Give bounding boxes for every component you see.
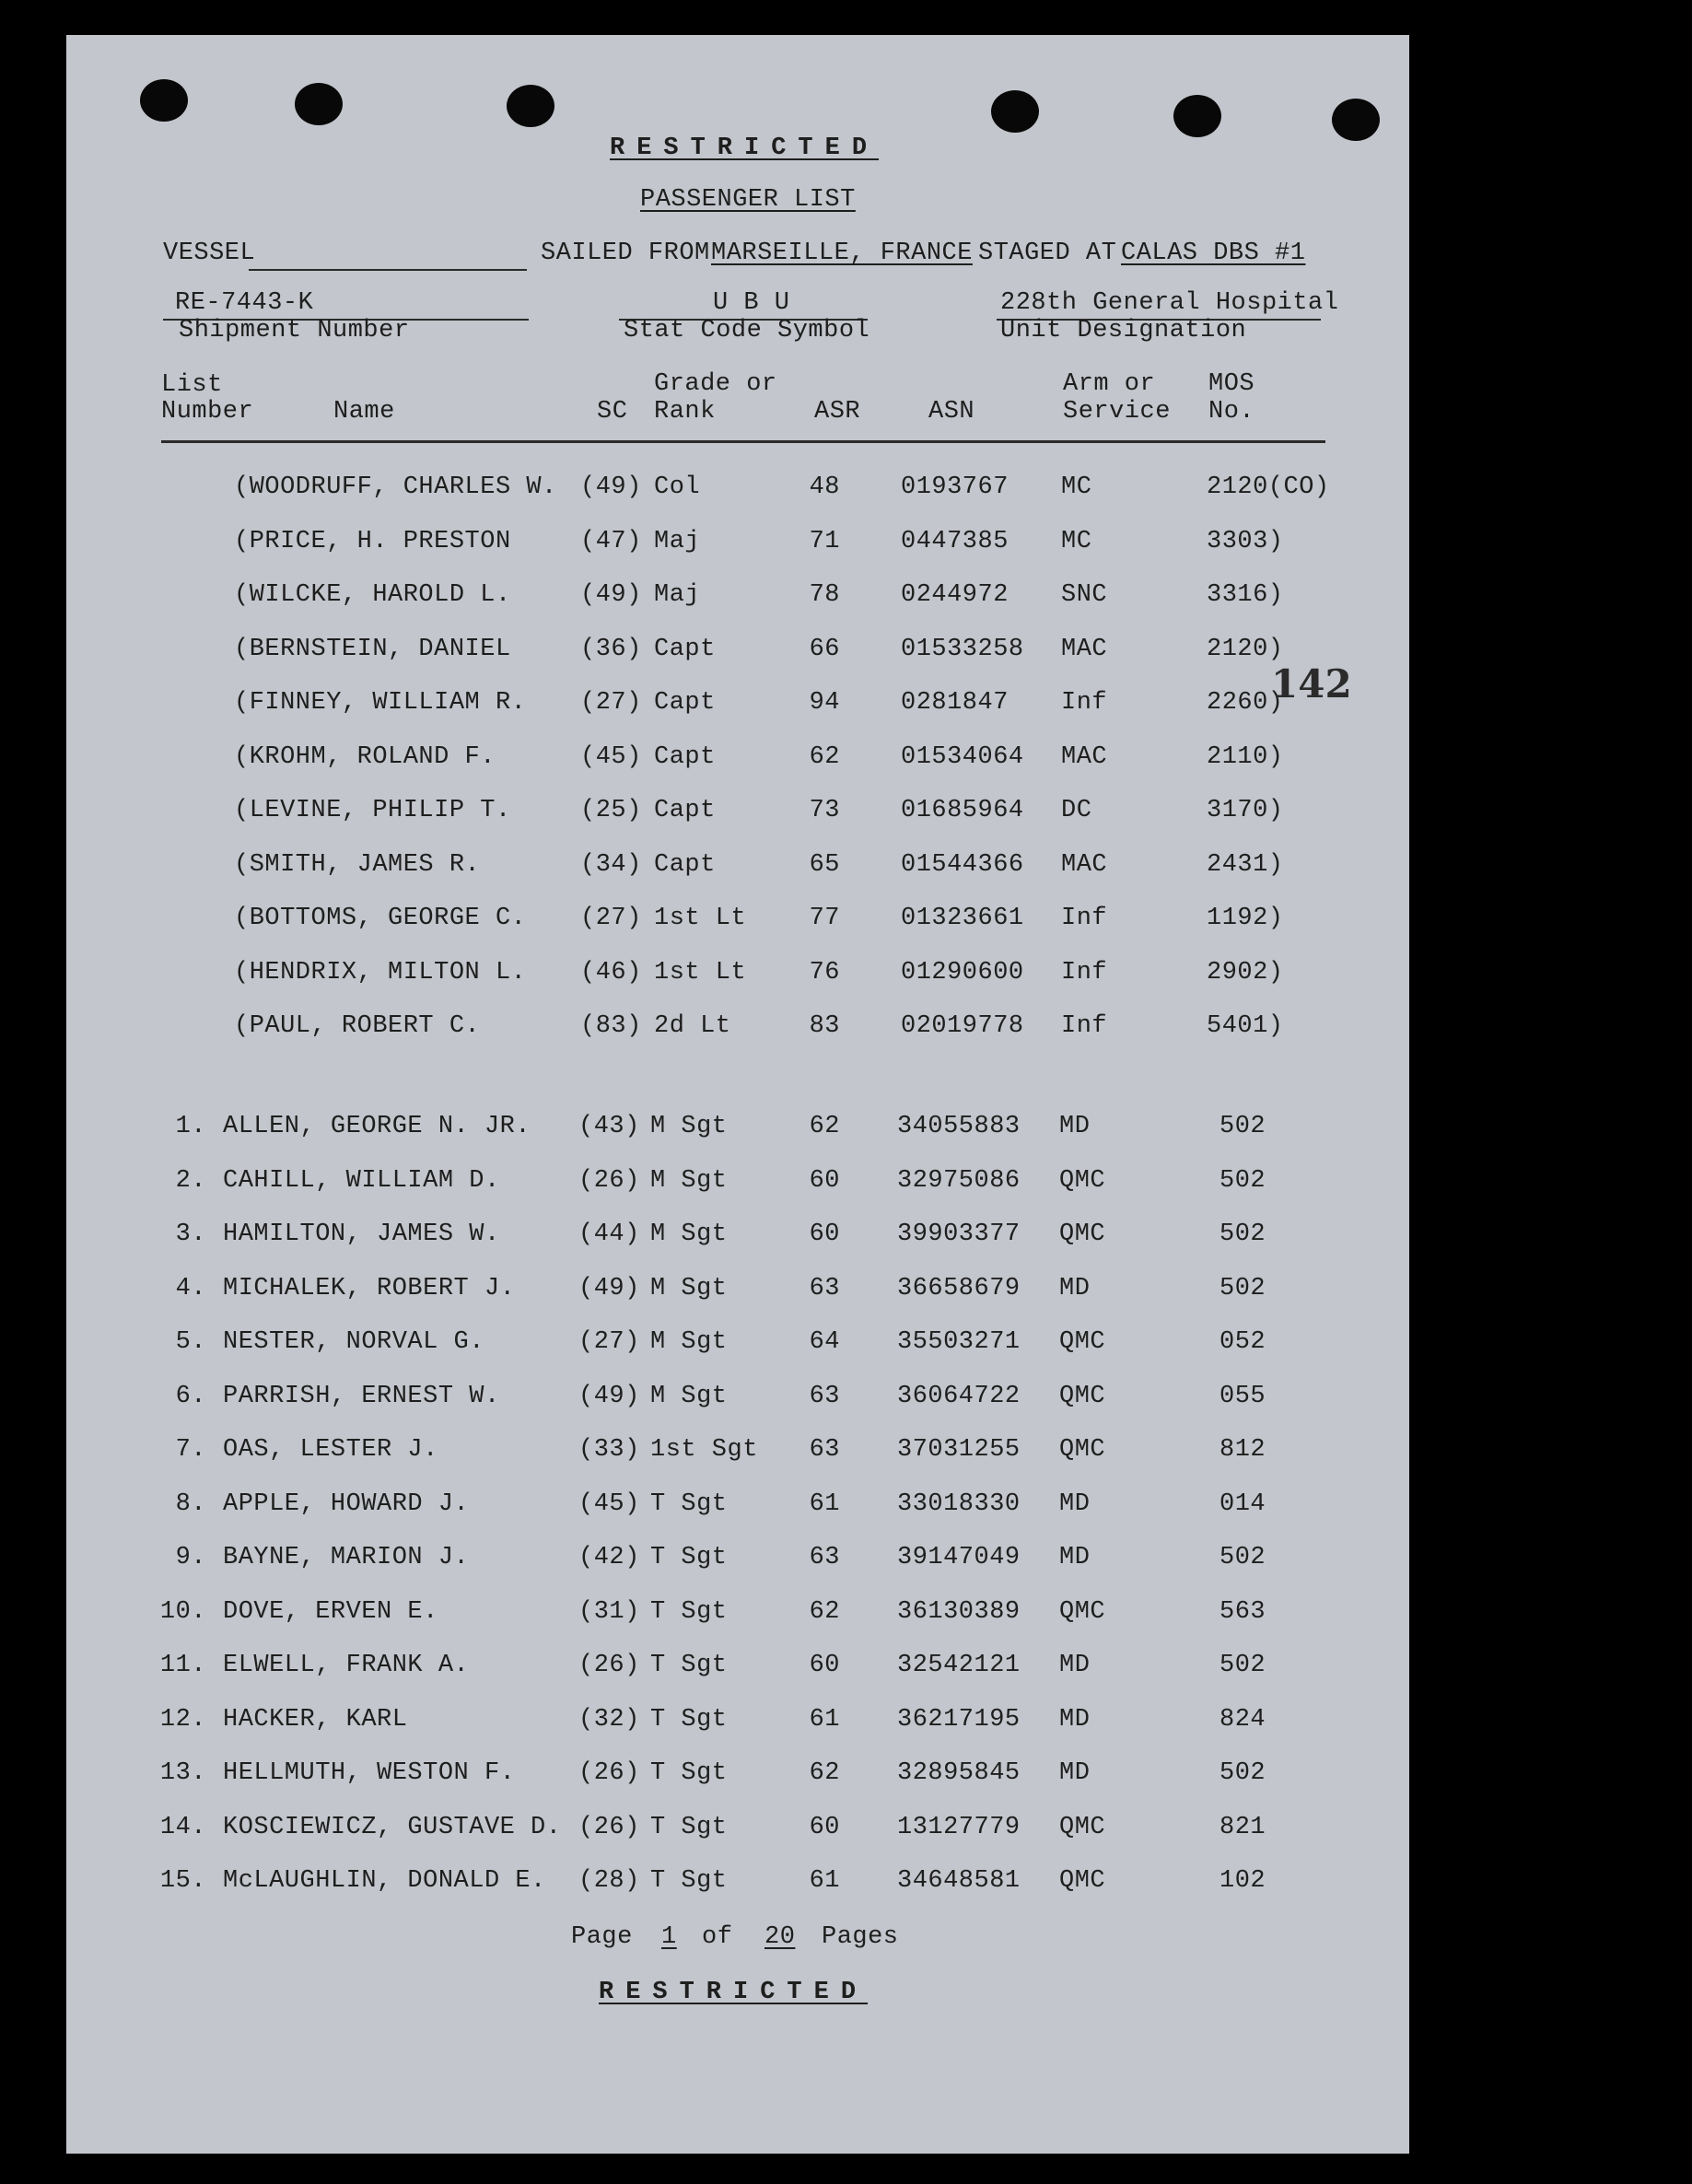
- arm-value: MD: [1059, 1274, 1091, 1302]
- sc-value: (42): [578, 1544, 640, 1571]
- staged-at-value: CALAS DBS #1: [1121, 239, 1306, 267]
- sc-value: (26): [578, 1652, 640, 1679]
- asr-value: 62: [809, 1759, 840, 1787]
- asr-value: 63: [809, 1274, 840, 1302]
- col-sc: SC: [597, 398, 628, 426]
- mos-value: 502: [1219, 1166, 1266, 1195]
- mos-value: 502: [1219, 1274, 1266, 1302]
- grade-value: 1st Lt: [654, 905, 747, 932]
- page-label: Page: [571, 1923, 633, 1951]
- grade-value: 1st Lt: [654, 958, 747, 987]
- list-number: 13.: [159, 1759, 206, 1787]
- grade-value: T Sgt: [650, 1705, 728, 1734]
- asr-value: 60: [809, 1220, 840, 1248]
- sc-value: (44): [578, 1220, 640, 1248]
- mos-value: 3170): [1207, 797, 1284, 824]
- document-title: PASSENGER LIST: [640, 186, 856, 214]
- list-number: 8.: [175, 1489, 206, 1518]
- passenger-name: BAYNE, MARION J.: [223, 1544, 470, 1571]
- arm-value: MAC: [1061, 742, 1108, 771]
- mos-value: 3316): [1207, 581, 1284, 609]
- shipment-number: RE-7443-K: [175, 289, 314, 317]
- list-number: 9.: [175, 1544, 206, 1571]
- sc-value: (33): [578, 1436, 640, 1464]
- arm-value: QMC: [1059, 1867, 1106, 1895]
- sailed-from-label: SAILED FROM: [541, 239, 710, 267]
- list-number: 15.: [159, 1867, 206, 1895]
- sc-value: (31): [578, 1597, 640, 1626]
- sc-value: (49): [580, 473, 642, 501]
- arm-value: MC: [1061, 527, 1092, 555]
- list-number: 2.: [175, 1166, 206, 1195]
- mos-value: 502: [1219, 1652, 1266, 1679]
- passenger-name: MICHALEK, ROBERT J.: [223, 1274, 516, 1302]
- col-mos: No.: [1208, 398, 1255, 426]
- mos-value: 2902): [1207, 958, 1284, 987]
- mos-value: 5401): [1207, 1012, 1284, 1040]
- mos-value: 2120): [1207, 635, 1284, 663]
- list-number: 5.: [175, 1328, 206, 1356]
- grade-value: M Sgt: [650, 1328, 728, 1356]
- asn-value: 01533258: [901, 635, 1024, 663]
- punch-hole: [991, 90, 1039, 133]
- pages-label: Pages: [822, 1923, 899, 1951]
- grade-value: T Sgt: [650, 1813, 728, 1841]
- arm-value: MD: [1059, 1544, 1091, 1571]
- sc-value: (27): [580, 905, 642, 932]
- classification-footer: RESTRICTED: [599, 1979, 869, 2006]
- mos-value: 502: [1219, 1113, 1266, 1140]
- asn-value: 35503271: [897, 1328, 1021, 1356]
- grade-value: T Sgt: [650, 1867, 728, 1895]
- punch-hole: [295, 83, 343, 125]
- asr-value: 78: [809, 581, 840, 609]
- passenger-name: (WILCKE, HAROLD L.: [234, 581, 511, 609]
- vessel-label: VESSEL: [163, 239, 256, 267]
- passenger-name: McLAUGHLIN, DONALD E.: [223, 1867, 546, 1895]
- mos-value: 821: [1219, 1813, 1266, 1841]
- asn-value: 33018330: [897, 1489, 1021, 1518]
- asn-value: 02019778: [901, 1012, 1024, 1040]
- asr-value: 61: [809, 1867, 840, 1895]
- arm-value: QMC: [1059, 1597, 1106, 1626]
- col-asr: ASR: [814, 398, 861, 426]
- sc-value: (25): [580, 797, 642, 824]
- asr-value: 63: [809, 1382, 840, 1410]
- list-number: 4.: [175, 1274, 206, 1302]
- mos-value: 502: [1219, 1220, 1266, 1248]
- grade-value: 2d Lt: [654, 1012, 731, 1040]
- arm-value: DC: [1061, 797, 1092, 824]
- passenger-name: DOVE, ERVEN E.: [223, 1597, 438, 1626]
- arm-value: QMC: [1059, 1382, 1106, 1410]
- asr-value: 76: [809, 958, 840, 987]
- asn-value: 0244972: [901, 581, 1009, 609]
- passenger-name: KOSCIEWICZ, GUSTAVE D.: [223, 1813, 562, 1841]
- sc-value: (83): [580, 1012, 642, 1040]
- passenger-name: (BERNSTEIN, DANIEL: [234, 635, 511, 663]
- grade-value: Capt: [654, 635, 716, 663]
- list-number: 14.: [159, 1813, 206, 1841]
- grade-value: M Sgt: [650, 1382, 728, 1410]
- grade-value: T Sgt: [650, 1544, 728, 1571]
- arm-value: MD: [1059, 1652, 1091, 1679]
- punch-hole: [1173, 95, 1221, 137]
- unit-designation: 228th General Hospital: [1000, 289, 1339, 317]
- arm-value: QMC: [1059, 1166, 1106, 1195]
- asn-value: 01290600: [901, 958, 1024, 987]
- sc-value: (32): [578, 1705, 640, 1734]
- asr-value: 62: [809, 1597, 840, 1626]
- asn-value: 0281847: [901, 689, 1009, 717]
- asn-value: 32975086: [897, 1166, 1021, 1195]
- mos-value: 563: [1219, 1597, 1266, 1626]
- header-rule: [161, 440, 1325, 443]
- arm-value: MD: [1059, 1113, 1091, 1140]
- classification-header: RESTRICTED: [610, 134, 880, 162]
- stat-code: U B U: [713, 289, 790, 317]
- punch-hole: [140, 79, 188, 122]
- staged-at-label: STAGED AT: [978, 239, 1117, 267]
- arm-value: QMC: [1059, 1328, 1106, 1356]
- asr-value: 60: [809, 1166, 840, 1195]
- asn-value: 0193767: [901, 473, 1009, 501]
- arm-value: MD: [1059, 1705, 1091, 1734]
- asr-value: 71: [809, 527, 840, 555]
- passenger-name: (HENDRIX, MILTON L.: [234, 958, 527, 987]
- col-arm: Service: [1063, 398, 1171, 426]
- page-number: 1: [661, 1923, 677, 1951]
- grade-value: Maj: [654, 527, 701, 555]
- passenger-name: NESTER, NORVAL G.: [223, 1328, 484, 1356]
- arm-value: MAC: [1061, 850, 1108, 879]
- col-grade: Grade or: [654, 370, 777, 398]
- asn-value: 01544366: [901, 850, 1024, 879]
- sc-value: (45): [580, 742, 642, 771]
- sc-value: (49): [578, 1382, 640, 1410]
- mos-value: 102: [1219, 1867, 1266, 1895]
- mos-value: 1192): [1207, 905, 1284, 932]
- document-page: [66, 35, 1409, 2154]
- asn-value: 34648581: [897, 1867, 1021, 1895]
- col-name: Name: [333, 398, 395, 426]
- asr-value: 63: [809, 1544, 840, 1571]
- arm-value: QMC: [1059, 1436, 1106, 1464]
- grade-value: Capt: [654, 689, 716, 717]
- grade-value: T Sgt: [650, 1759, 728, 1787]
- list-number: 3.: [175, 1220, 206, 1248]
- page-total: 20: [764, 1923, 796, 1951]
- asn-value: 39903377: [897, 1220, 1021, 1248]
- mos-value: 824: [1219, 1705, 1266, 1734]
- sc-value: (34): [580, 850, 642, 879]
- handwritten-number: 142: [1271, 661, 1352, 707]
- grade-value: Capt: [654, 797, 716, 824]
- col-grade: Rank: [654, 398, 716, 426]
- punch-hole: [1332, 99, 1380, 141]
- grade-value: Maj: [654, 581, 701, 609]
- passenger-name: HELLMUTH, WESTON F.: [223, 1759, 516, 1787]
- sc-value: (28): [578, 1867, 640, 1895]
- arm-value: MD: [1059, 1759, 1091, 1787]
- passenger-name: APPLE, HOWARD J.: [223, 1489, 470, 1518]
- mos-value: 3303): [1207, 527, 1284, 555]
- asr-value: 77: [809, 905, 840, 932]
- asr-value: 60: [809, 1813, 840, 1841]
- grade-value: 1st Sgt: [650, 1436, 758, 1464]
- asr-value: 63: [809, 1436, 840, 1464]
- asr-value: 64: [809, 1328, 840, 1356]
- grade-value: T Sgt: [650, 1489, 728, 1518]
- asn-value: 0447385: [901, 527, 1009, 555]
- mos-value: 812: [1219, 1436, 1266, 1464]
- col-mos: MOS: [1208, 370, 1255, 398]
- passenger-name: (PAUL, ROBERT C.: [234, 1012, 481, 1040]
- mos-value: 052: [1219, 1328, 1266, 1356]
- col-list-number: Number: [161, 398, 254, 426]
- passenger-name: (LEVINE, PHILIP T.: [234, 797, 511, 824]
- grade-value: M Sgt: [650, 1274, 728, 1302]
- col-list-number: List: [161, 371, 223, 399]
- sc-value: (45): [578, 1489, 640, 1518]
- passenger-name: PARRISH, ERNEST W.: [223, 1382, 500, 1410]
- sc-value: (49): [578, 1274, 640, 1302]
- sc-value: (43): [578, 1113, 640, 1140]
- mos-value: 2120(CO): [1207, 473, 1330, 501]
- arm-value: Inf: [1061, 958, 1108, 987]
- unit-designation-label: Unit Designation: [1000, 317, 1247, 345]
- sc-value: (26): [578, 1166, 640, 1195]
- passenger-name: ELWELL, FRANK A.: [223, 1652, 470, 1679]
- asn-value: 37031255: [897, 1436, 1021, 1464]
- asn-value: 01323661: [901, 905, 1024, 932]
- arm-value: SNC: [1061, 581, 1108, 609]
- sc-value: (26): [578, 1759, 640, 1787]
- grade-value: T Sgt: [650, 1597, 728, 1626]
- col-arm: Arm or: [1063, 370, 1156, 398]
- grade-value: M Sgt: [650, 1220, 728, 1248]
- passenger-name: (KROHM, ROLAND F.: [234, 742, 496, 771]
- asn-value: 01685964: [901, 797, 1024, 824]
- sailed-from-value: MARSEILLE, FRANCE: [711, 239, 973, 267]
- grade-value: M Sgt: [650, 1166, 728, 1195]
- shipment-number-label: Shipment Number: [179, 317, 410, 345]
- passenger-name: (BOTTOMS, GEORGE C.: [234, 905, 527, 932]
- asr-value: 65: [809, 850, 840, 879]
- passenger-name: ALLEN, GEORGE N. JR.: [223, 1113, 531, 1140]
- sc-value: (47): [580, 527, 642, 555]
- mos-value: 502: [1219, 1759, 1266, 1787]
- asr-value: 66: [809, 635, 840, 663]
- mos-value: 014: [1219, 1489, 1266, 1518]
- passenger-name: (WOODRUFF, CHARLES W.: [234, 473, 557, 501]
- passenger-name: HACKER, KARL: [223, 1705, 408, 1734]
- passenger-name: OAS, LESTER J.: [223, 1436, 438, 1464]
- list-number: 10.: [159, 1597, 206, 1626]
- list-number: 7.: [175, 1436, 206, 1464]
- passenger-name: (PRICE, H. PRESTON: [234, 527, 511, 555]
- sc-value: (36): [580, 635, 642, 663]
- asn-value: 36064722: [897, 1382, 1021, 1410]
- sc-value: (26): [578, 1813, 640, 1841]
- col-asn: ASN: [928, 398, 975, 426]
- arm-value: MAC: [1061, 635, 1108, 663]
- asn-value: 34055883: [897, 1113, 1021, 1140]
- arm-value: MD: [1059, 1489, 1091, 1518]
- list-number: 6.: [175, 1382, 206, 1410]
- punch-hole: [507, 85, 554, 127]
- grade-value: T Sgt: [650, 1652, 728, 1679]
- vessel-blank: [249, 269, 527, 271]
- mos-value: 055: [1219, 1382, 1266, 1410]
- mos-value: 2260): [1207, 689, 1284, 717]
- passenger-name: (SMITH, JAMES R.: [234, 850, 481, 879]
- sc-value: (49): [580, 581, 642, 609]
- sc-value: (27): [578, 1328, 640, 1356]
- list-number: 11.: [159, 1652, 206, 1679]
- asr-value: 61: [809, 1489, 840, 1518]
- list-number: 12.: [159, 1705, 206, 1734]
- arm-value: Inf: [1061, 1012, 1108, 1040]
- asn-value: 13127779: [897, 1813, 1021, 1841]
- arm-value: Inf: [1061, 689, 1108, 717]
- sc-value: (27): [580, 689, 642, 717]
- arm-value: QMC: [1059, 1220, 1106, 1248]
- stat-code-label: Stat Code Symbol: [624, 317, 870, 345]
- asr-value: 83: [809, 1012, 840, 1040]
- passenger-name: CAHILL, WILLIAM D.: [223, 1166, 500, 1195]
- mos-value: 502: [1219, 1544, 1266, 1571]
- grade-value: M Sgt: [650, 1113, 728, 1140]
- asn-value: 36130389: [897, 1597, 1021, 1626]
- asr-value: 73: [809, 797, 840, 824]
- asr-value: 94: [809, 689, 840, 717]
- arm-value: MC: [1061, 473, 1092, 501]
- sc-value: (46): [580, 958, 642, 987]
- asn-value: 36658679: [897, 1274, 1021, 1302]
- asr-value: 60: [809, 1652, 840, 1679]
- grade-value: Col: [654, 473, 701, 501]
- asr-value: 62: [809, 1113, 840, 1140]
- arm-value: QMC: [1059, 1813, 1106, 1841]
- list-number: 1.: [175, 1113, 206, 1140]
- asn-value: 01534064: [901, 742, 1024, 771]
- passenger-name: (FINNEY, WILLIAM R.: [234, 689, 527, 717]
- asn-value: 32895845: [897, 1759, 1021, 1787]
- of-label: of: [702, 1923, 733, 1951]
- mos-value: 2110): [1207, 742, 1284, 771]
- asr-value: 62: [809, 742, 840, 771]
- asr-value: 48: [809, 473, 840, 501]
- mos-value: 2431): [1207, 850, 1284, 879]
- asn-value: 39147049: [897, 1544, 1021, 1571]
- asr-value: 61: [809, 1705, 840, 1734]
- arm-value: Inf: [1061, 905, 1108, 932]
- grade-value: Capt: [654, 742, 716, 771]
- passenger-name: HAMILTON, JAMES W.: [223, 1220, 500, 1248]
- asn-value: 32542121: [897, 1652, 1021, 1679]
- grade-value: Capt: [654, 850, 716, 879]
- asn-value: 36217195: [897, 1705, 1021, 1734]
